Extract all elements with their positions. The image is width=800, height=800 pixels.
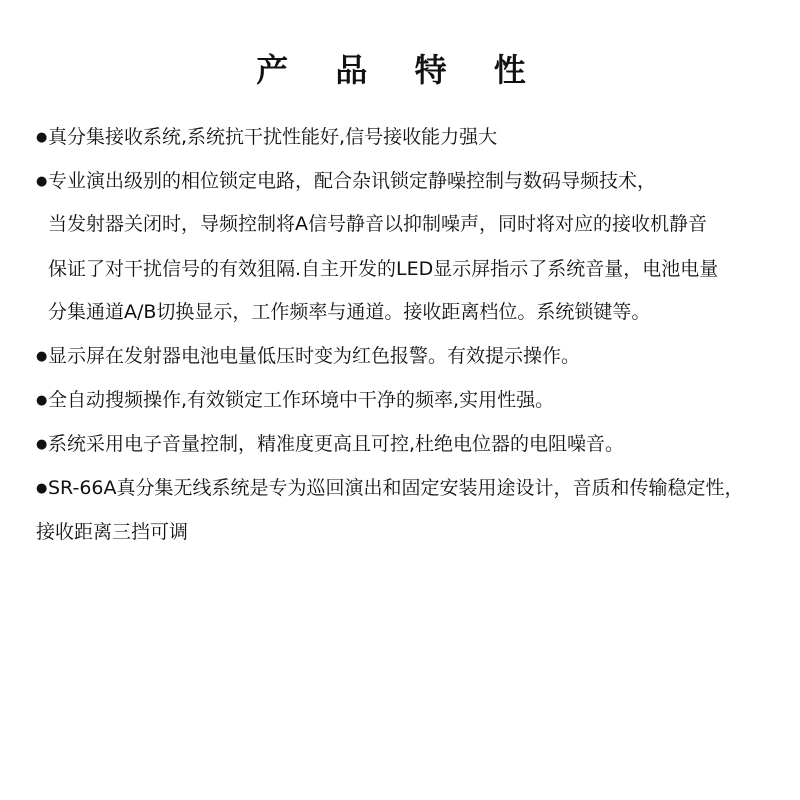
feature-text: 全自动搜频操作,有效锁定工作环境中干净的频率,实用性强。 (48, 389, 555, 411)
bullet-icon: ● (36, 393, 48, 408)
feature-item (36, 344, 580, 369)
feature-text: 真分集接收系统,系统抗干扰性能好,信号接收能力强大 (48, 126, 498, 148)
feature-item (36, 432, 624, 457)
bullet-icon: ● (36, 174, 48, 189)
feature-text: 系统采用电子音量控制，精准度更高且可控,杜绝电位器的电阻噪音。 (48, 433, 625, 455)
feature-item (36, 476, 744, 501)
bullet-icon: ● (36, 349, 48, 364)
feature-continuation: 当发射器关闭时，导频控制将A信号静音以抑制噪声，同时将对应的接收机静音 (48, 213, 707, 235)
bullet-icon: ● (36, 437, 48, 452)
feature-item (36, 388, 554, 413)
feature-text: SR-66A真分集无线系统是专为巡回演出和固定安装用途设计，音质和传输稳定性， (48, 477, 744, 499)
page-title: 产 品 特 性 (256, 51, 544, 89)
bullet-icon: ● (36, 481, 48, 496)
bullet-icon: ● (36, 130, 48, 145)
feature-text: 显示屏在发射器电池电量低压时变为红色报警。有效提示操作。 (48, 345, 581, 367)
feature-continuation: 接收距离三挡可调 (36, 521, 189, 543)
feature-item (36, 125, 497, 150)
feature-text: 专业演出级别的相位锁定电路，配合杂讯锁定静噪控制与数码导频技术， (48, 170, 657, 192)
feature-continuation: 保证了对干扰信号的有效狙隔.自主开发的LED显示屏指示了系统音量，电池电量 (48, 258, 719, 280)
feature-continuation: 分集通道A/B切换显示，工作频率与通道。接收距离档位。系统锁键等。 (48, 301, 651, 323)
feature-item (36, 169, 656, 194)
